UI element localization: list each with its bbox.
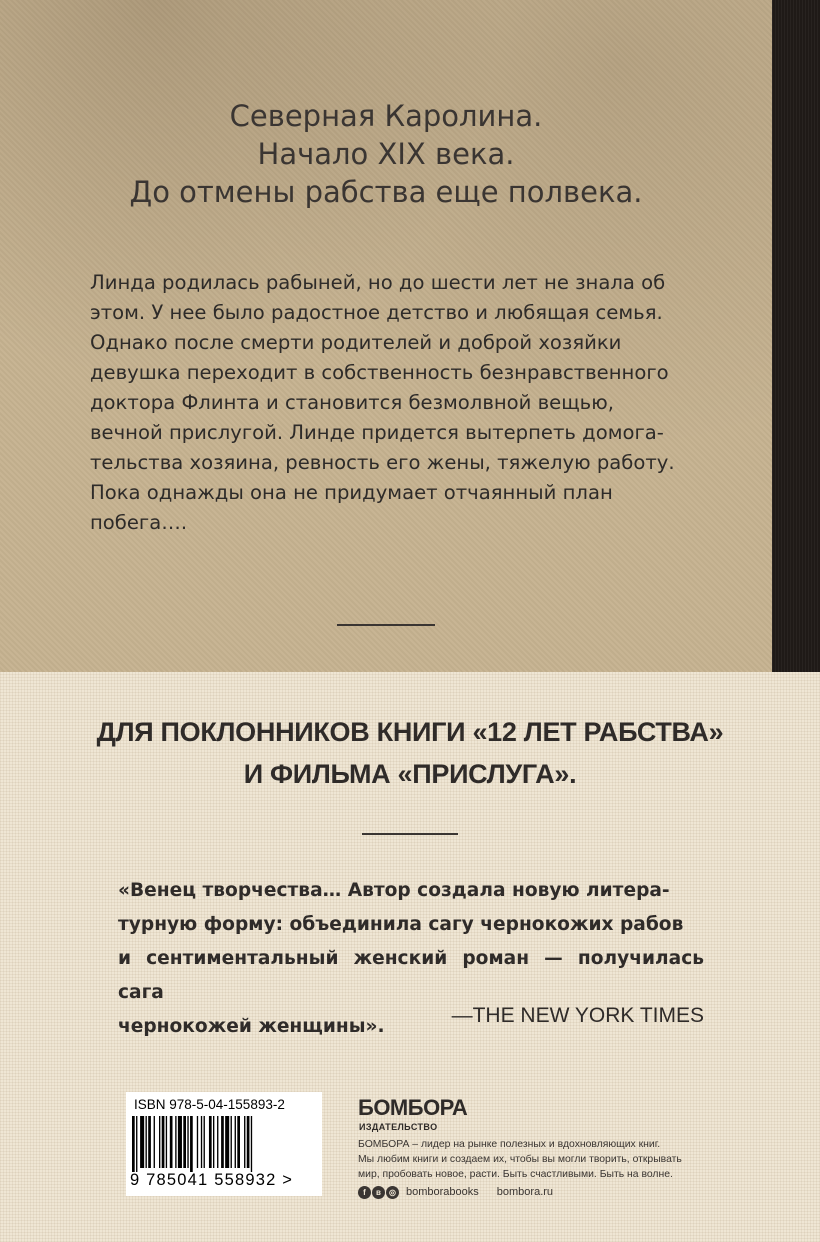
publisher-subtitle: ИЗДАТЕЛЬСТВО	[359, 1122, 438, 1132]
barcode-bar	[247, 1116, 250, 1168]
description-line: Однако после смерти родителей и доброй хозяйки	[90, 331, 622, 354]
description-line: этом. У нее было радостное детство и любящая семья.	[90, 301, 663, 324]
barcode-bar	[251, 1116, 252, 1172]
barcode-bar	[159, 1116, 160, 1168]
barcode-bar	[201, 1116, 202, 1168]
publisher-website[interactable]: bombora.ru	[496, 1186, 554, 1198]
instagram-icon[interactable]: ◎	[386, 1186, 399, 1199]
publisher-desc-line: мир, пробовать новое, расти. Быть счастливыми. Быть на волне.	[358, 1169, 673, 1180]
barcode	[126, 1092, 322, 1196]
description-line: Пока однажды она не придумает отчаянный план	[90, 481, 613, 504]
divider-top	[337, 624, 435, 626]
barcode-bar	[136, 1116, 137, 1172]
barcode-bar	[197, 1116, 198, 1168]
description-line: Линда родилась рабыней, но до шести лет не знала об	[90, 271, 666, 294]
promo-line-2: И ФИЛЬМА «ПРИСЛУГА».	[243, 759, 577, 789]
facebook-icon[interactable]: f	[358, 1186, 371, 1199]
description-line: тельства хозяина, ревность его жены, тяжелую работу.	[90, 451, 675, 474]
barcode-bar	[175, 1116, 176, 1168]
barcode-bar	[148, 1116, 151, 1168]
barcode-bar	[225, 1116, 229, 1168]
barcode-bar	[146, 1116, 147, 1168]
publisher-logo: БОМБОРА	[358, 1095, 468, 1120]
headline-line-3: До отмены рабства еще полвека.	[129, 175, 643, 209]
book-spine	[772, 0, 820, 672]
barcode-bar	[204, 1116, 205, 1168]
barcode-bar	[183, 1116, 186, 1168]
barcode-bars	[132, 1116, 302, 1172]
description-line: доктора Флинта и становится безмолвной вещью,	[90, 391, 614, 414]
headline-line-1: Северная Каролина.	[229, 99, 543, 133]
barcode-bar	[190, 1116, 193, 1172]
publisher-desc-line: Мы любим книги и создаем их, чтобы вы могли творить, открывать	[358, 1154, 682, 1165]
barcode-bar	[217, 1116, 218, 1168]
barcode-bar	[213, 1116, 214, 1168]
isbn-number: ISBN 978-5-04-155893-2	[134, 1097, 285, 1112]
barcode-bar	[237, 1116, 240, 1168]
barcode-bar	[231, 1116, 232, 1168]
barcode-bar	[166, 1116, 167, 1168]
barcode-bar	[162, 1116, 165, 1168]
social-handle[interactable]: bomborabooks	[406, 1186, 479, 1198]
headline-line-2: Начало XIX века.	[257, 137, 515, 171]
description-line: вечной прислугой. Линде придется вытерпеть домога-	[90, 421, 664, 444]
barcode-bar	[178, 1116, 182, 1168]
promo-line-1: ДЛЯ ПОКЛОННИКОВ КНИГИ «12 ЛЕТ РАБСТВА»	[96, 717, 724, 747]
vk-icon[interactable]: в	[372, 1186, 385, 1199]
description-line: девушка переходит в собственность безнравственного	[90, 361, 669, 384]
divider-bottom	[362, 833, 458, 835]
promo-text	[0, 711, 820, 795]
barcode-bar	[221, 1116, 224, 1168]
quote-line: турную форму: объединила сагу чернокожих рабов	[118, 914, 684, 935]
barcode-bar	[187, 1116, 188, 1168]
barcode-bar	[235, 1116, 236, 1168]
publisher-desc-line: БОМБОРА – лидер на рынке полезных и вдохновляющих книг.	[358, 1139, 661, 1150]
barcode-bar	[154, 1116, 155, 1168]
barcode-bar	[209, 1116, 212, 1168]
publisher-social	[358, 1185, 553, 1199]
quote-line: «Венец творчества… Автор создала новую литера-	[118, 880, 670, 901]
quote-line: чернокожей женщины».	[118, 1016, 385, 1037]
quote-attribution: —THE NEW YORK TIMES	[451, 1004, 704, 1027]
book-description	[90, 268, 710, 538]
quote-line: и сентиментальный женский роман — получилась сага	[118, 948, 704, 1003]
barcode-digits: 9 785041 558932 >	[130, 1171, 294, 1189]
barcode-bar	[140, 1116, 144, 1168]
barcode-bar	[244, 1116, 245, 1168]
barcode-bar	[170, 1116, 173, 1168]
description-line: побега….	[90, 511, 188, 534]
headline	[0, 97, 772, 211]
publisher-description	[358, 1137, 708, 1182]
barcode-bar	[132, 1116, 135, 1172]
